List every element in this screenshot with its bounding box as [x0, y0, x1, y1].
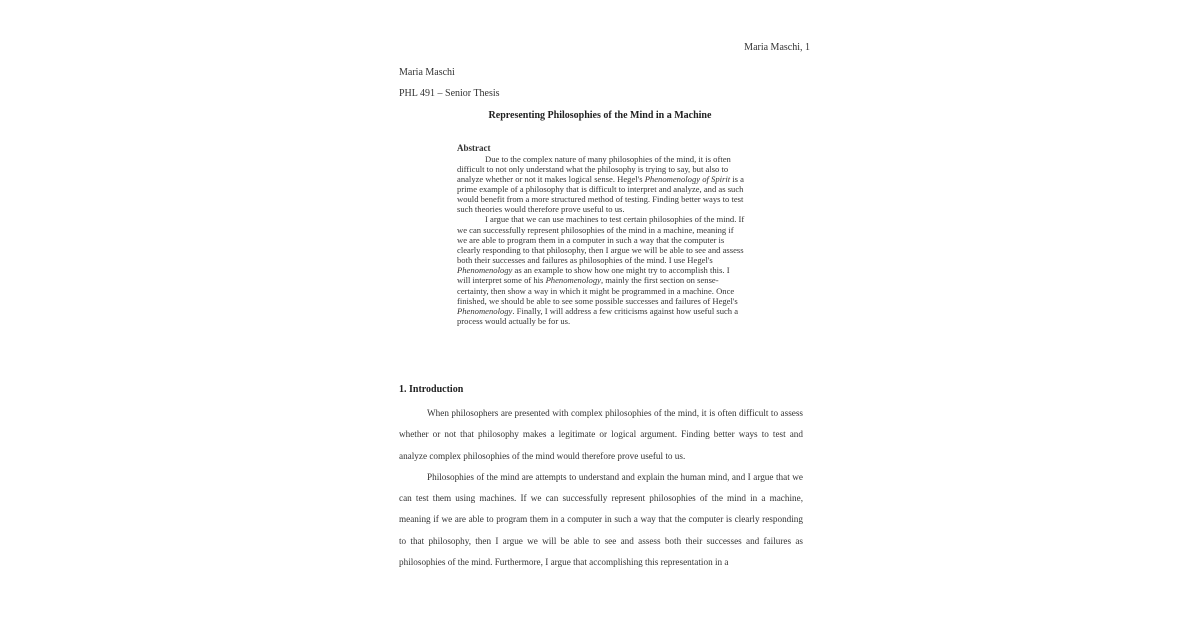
- body-paragraph-2: Philosophies of the mind are attempts to understand and explain the human mind, and I argue that we can test them using machines. If we can successfully represent philosophies of the mind in a machine, meaning if we are able to program them in a computer in such a way that the computer is clearly responding to that philosophy, then I argue we will be able to see and assess both their successes and failures as philosophies of the mind. Furthermore, I argue that accomplishing this representation in a: [399, 471, 803, 568]
- body-paragraph-1: When philosophers are presented with complex philosophies of the mind, it is often difficult to assess whether or not that philosophy makes a legitimate or logical argument. Finding better ways to test and analyze complex philosophies of the mind would therefore prove useful to us.: [399, 408, 803, 461]
- body-text: [399, 403, 803, 573]
- abstract-p2-text-a: I argue that we can use machines to test certain philosophies of the mind. If we can successfully represent philosophies of the mind in a machine, meaning if we are able to program them in a computer in such a way that the computer is clearly responding to that philosophy, then I argue we will be able to see and assess both their successes and failures as philosophies of the mind. I use Hegel's: [457, 214, 745, 266]
- abstract-block: [457, 143, 745, 326]
- author-name: Maria Maschi: [399, 67, 455, 78]
- abstract-paragraph-2: [457, 214, 745, 326]
- abstract-p1-text-a: Due to the complex nature of many philosophies of the mind, it is often difficult to not only understand what the philosophy is trying to say, but also to analyze whether or not it makes logical sense. Hegel's: [457, 153, 731, 184]
- running-header: Maria Maschi, 1: [744, 42, 810, 53]
- abstract-p2-text-d: . Finally, I will address a few criticisms against how useful such a process would actually be for us.: [457, 305, 739, 326]
- abstract-heading: Abstract: [457, 143, 491, 153]
- abstract-p2-italic-3: Phenomenology: [457, 305, 513, 316]
- document-title: Representing Philosophies of the Mind in a Machine: [488, 110, 712, 121]
- abstract-paragraph-1: [457, 154, 745, 215]
- abstract-p2-italic-2: Phenomenology: [545, 275, 601, 286]
- abstract-p2-text-c: , mainly the first section on sense-certainty, then show a way in which it might be programmed in a machine. Once finished, we should be able to see some possible successes and failures of Hegel's: [457, 275, 738, 306]
- abstract-p2-italic-1: Phenomenology: [457, 265, 513, 276]
- course-line: PHL 491 – Senior Thesis: [399, 88, 500, 99]
- abstract-p1-italic: Phenomenology of Spirit: [644, 173, 731, 184]
- abstract-p1-text-b: is a prime example of a philosophy that is difficult to interpret and analyze, and as such would benefit from a more structured method of testing. Finding better ways to test such theories would therefore prove useful to us.: [457, 173, 744, 215]
- section-heading: 1. Introduction: [399, 384, 464, 395]
- abstract-p2-text-b: as an example to show how one might try to accomplish this. I will interpret some of his: [457, 265, 730, 286]
